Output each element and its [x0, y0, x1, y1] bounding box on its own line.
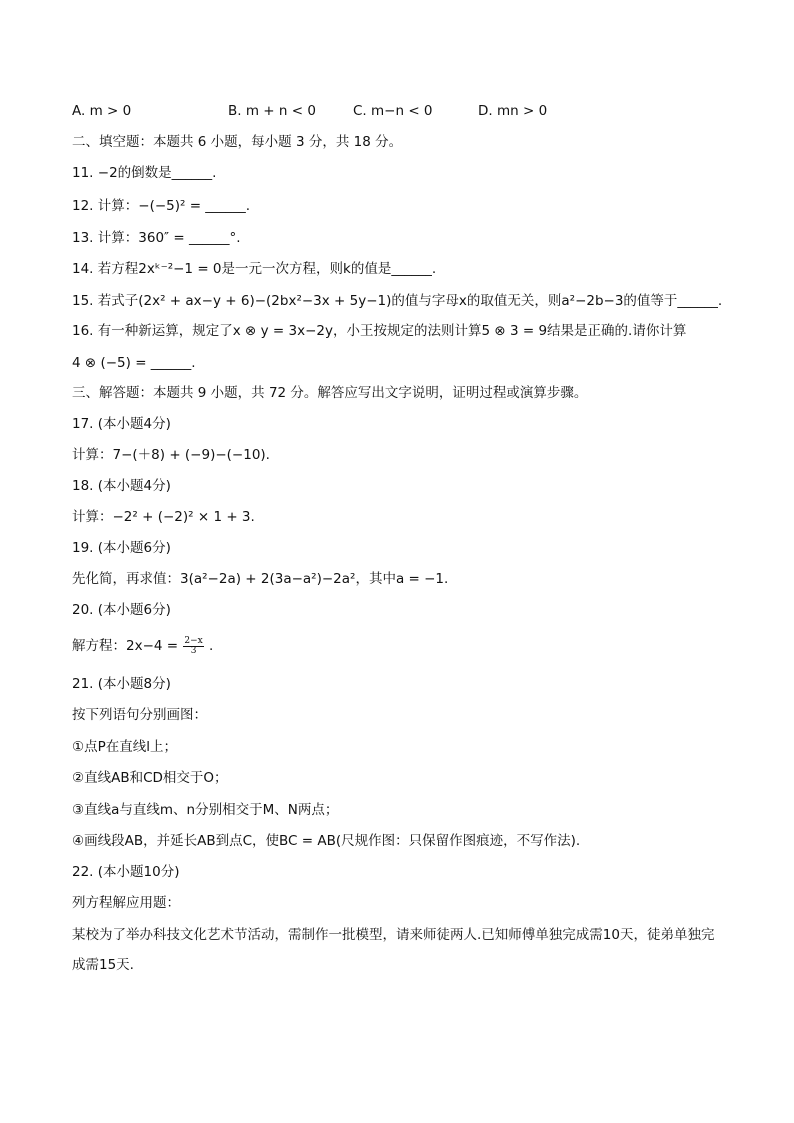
fraction-numerator: 2−x: [184, 635, 203, 646]
question-22-header: 22. (本小题10分): [72, 864, 180, 880]
question-21-item-2: ②直线AB和CD相交于O；: [72, 770, 228, 786]
question-20-header: 20. (本小题6分): [72, 602, 171, 618]
question-22: 列方程解应用题：: [72, 895, 180, 911]
question-20: [72, 636, 213, 656]
question-21-item-4: ④画线段AB，并延长AB到点C，使BC = AB(尺规作图：只保留作图痕迹，不写作法).: [72, 833, 581, 849]
question-17: 计算：7−(＋8) + (−9)−(−10).: [72, 447, 270, 463]
section-solve-heading: 三、解答题：本题共 9 小题，共 72 分。解答应写出文字说明，证明过程或演算步骤。: [72, 385, 588, 401]
question-18: 计算：−2² + (−2)² × 1 + 3.: [72, 509, 255, 525]
option-b: B. m + n < 0: [228, 103, 316, 119]
question-16-line2: 4 ⊗ (−5) = ______.: [72, 355, 196, 371]
question-16-line1: 16. 有一种新运算，规定了x ⊗ y = 3x−2y，小王按规定的法则计算5 ⊗ 3 = 9结果是正确的.请你计算: [72, 323, 687, 339]
question-20-period: .: [209, 638, 214, 654]
option-a: A. m > 0: [72, 103, 132, 119]
option-d: D. mn > 0: [478, 103, 548, 119]
question-21-item-1: ①点P在直线l上；: [72, 739, 177, 755]
question-17-header: 17. (本小题4分): [72, 416, 171, 432]
question-12: 12. 计算：−(−5)² = ______.: [72, 198, 251, 214]
question-20-fraction: [183, 637, 203, 656]
question-21: 按下列语句分别画图：: [72, 707, 207, 723]
question-21-item-3: ③直线a与直线m、n分别相交于M、N两点；: [72, 802, 339, 818]
question-19-header: 19. (本小题6分): [72, 540, 171, 556]
question-11: 11. −2的倒数是______.: [72, 165, 217, 181]
question-21-header: 21. (本小题8分): [72, 676, 171, 692]
fraction-denominator: 3: [190, 645, 197, 656]
question-13: 13. 计算：360″ = ______°.: [72, 230, 241, 246]
question-18-header: 18. (本小题4分): [72, 478, 171, 494]
question-14: 14. 若方程2xᵏ⁻²−1 = 0是一元一次方程，则k的值是______.: [72, 261, 437, 277]
question-15: 15. 若式子(2x² + ax−y + 6)−(2bx²−3x + 5y−1)的值与字母x的取值无关，则a²−2b−3的值等于______.: [72, 293, 723, 309]
question-22-body: 某校为了举办科技文化艺术节活动，需制作一批模型，请来师徒两人.已知师傅单独完成需10天，徒弟单独完成需15天.: [72, 927, 715, 973]
question-19: 先化简，再求值：3(a²−2a) + 2(3a−a²)−2a²，其中a = −1.: [72, 571, 449, 587]
section-fill-in-heading: 二、填空题：本题共 6 小题，每小题 3 分，共 18 分。: [72, 134, 403, 150]
option-c: C. m−n < 0: [353, 103, 433, 119]
question-20-lhs: 解方程：2x−4 =: [72, 638, 179, 654]
